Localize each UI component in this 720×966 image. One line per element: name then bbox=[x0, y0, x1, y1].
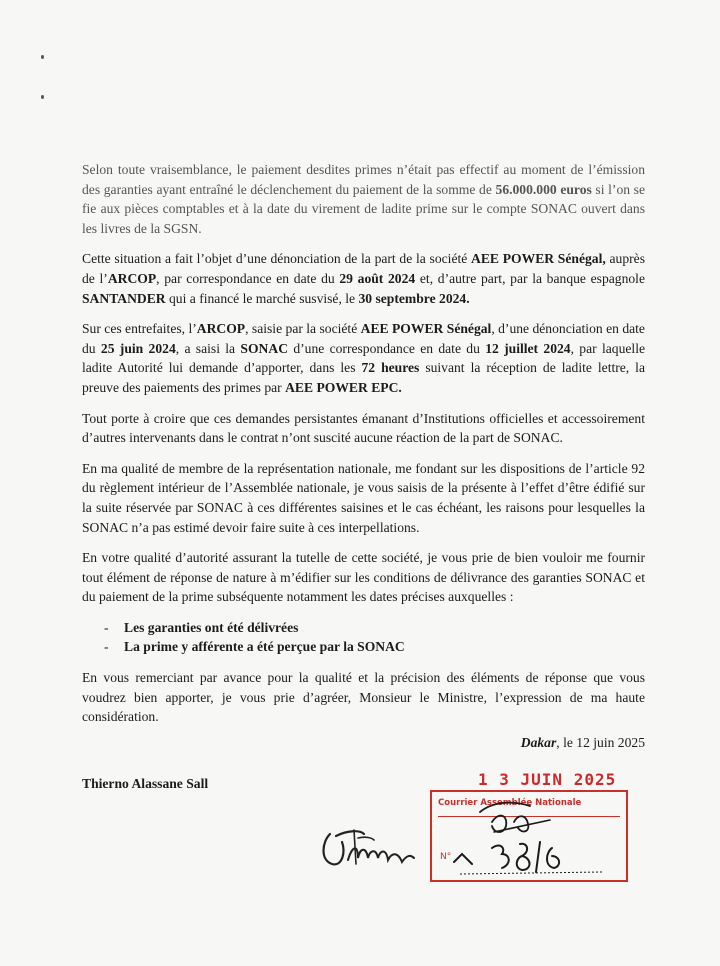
paragraph-6: En votre qualité d’autorité assurant la tutelle de cette société, je vous prie de bien vouloir me fournir tout élément de réponse de nature à m’édifier sur les conditions de délivrance des garanties SONAC et du paiement de la prime subséquente notamment les dates précises auxquelles : bbox=[82, 550, 645, 605]
handwritten-signature bbox=[318, 812, 428, 882]
paragraph-4: Tout porte à croire que ces demandes persistantes émanant d’Institutions officielles et accessoirement d’autres intervenants dans le contrat n’ont suscité aucune réaction de la part de SONAC. bbox=[82, 410, 645, 446]
stamp-header: Courrier Assemblée Nationale bbox=[438, 798, 582, 808]
paragraph-2: Cette situation a fait l’objet d’une dénonciation de la part de la société AEE POWER Sénégal, auprès de l’ARCOP, par correspondance en date du 29 août 2024 et, d’autre part, par la banque espagnole SANTANDER qui a financé le marché susvisé, le 30 septembre 2024. bbox=[82, 251, 645, 306]
registration-stamp bbox=[430, 790, 628, 882]
handwritten-registration-number bbox=[432, 792, 630, 884]
paragraph-5: En ma qualité de membre de la représentation nationale, me fondant sur les dispositions de l’article 92 du règlement intérieur de l’Assemblée nationale, je vous saisis de la présente à l’effet d’être édifié sur la suite réservée par SONAC à ces différentes saisines et le cas échéant, les raisons pour lesquelles la SONAC n’a pas estimé devoir faire suite à ces interpellations. bbox=[82, 460, 645, 535]
bullet-list bbox=[82, 618, 645, 657]
list-item: - Les garanties ont été délivrées bbox=[104, 619, 299, 635]
paragraph-3: Sur ces entrefaites, l’ARCOP, saisie par la société AEE POWER Sénégal, d’une dénonciation en date du 25 juin 2024, a saisi la SONAC d’une correspondance en date du 12 juillet 2024, par laquelle ladite Autorité lui demande d’apporter, dans les 72 heures suivant la réception de ladite lettre, la preuve des paiements des primes par AEE POWER EPC. bbox=[82, 321, 645, 395]
stamp-number-label: N° bbox=[440, 852, 452, 862]
paragraph-1: Selon toute vraisemblance, le paiement desdites primes n’était pas effectif au moment de l’émission des garanties ayant entraîné le déclenchement du paiement de la somme de 56.000.000 euros si l’on se fie aux pièces comptables et à la date du virement de ladite prime sur le compte SONAC ouvert dans les livres de la SGSN. bbox=[82, 162, 645, 236]
signer-name: Thierno Alassane Sall bbox=[82, 776, 209, 791]
paragraph-7: En vous remerciant par avance pour la qualité et la précision des éléments de réponse que vous voudrez bien apporter, je vous prie d’agréer, Monsieur le Ministre, l’expression de ma haute considération. bbox=[82, 670, 645, 725]
scan-speck bbox=[41, 55, 44, 59]
letter-body bbox=[82, 160, 645, 738]
scan-speck bbox=[41, 95, 44, 99]
received-date-stamp: 1 3 JUIN 2025 bbox=[478, 770, 617, 789]
list-item: - La prime y afférente a été perçue par la SONAC bbox=[104, 639, 405, 655]
place-date: Dakar, le 12 juin 2025 bbox=[520, 735, 645, 750]
